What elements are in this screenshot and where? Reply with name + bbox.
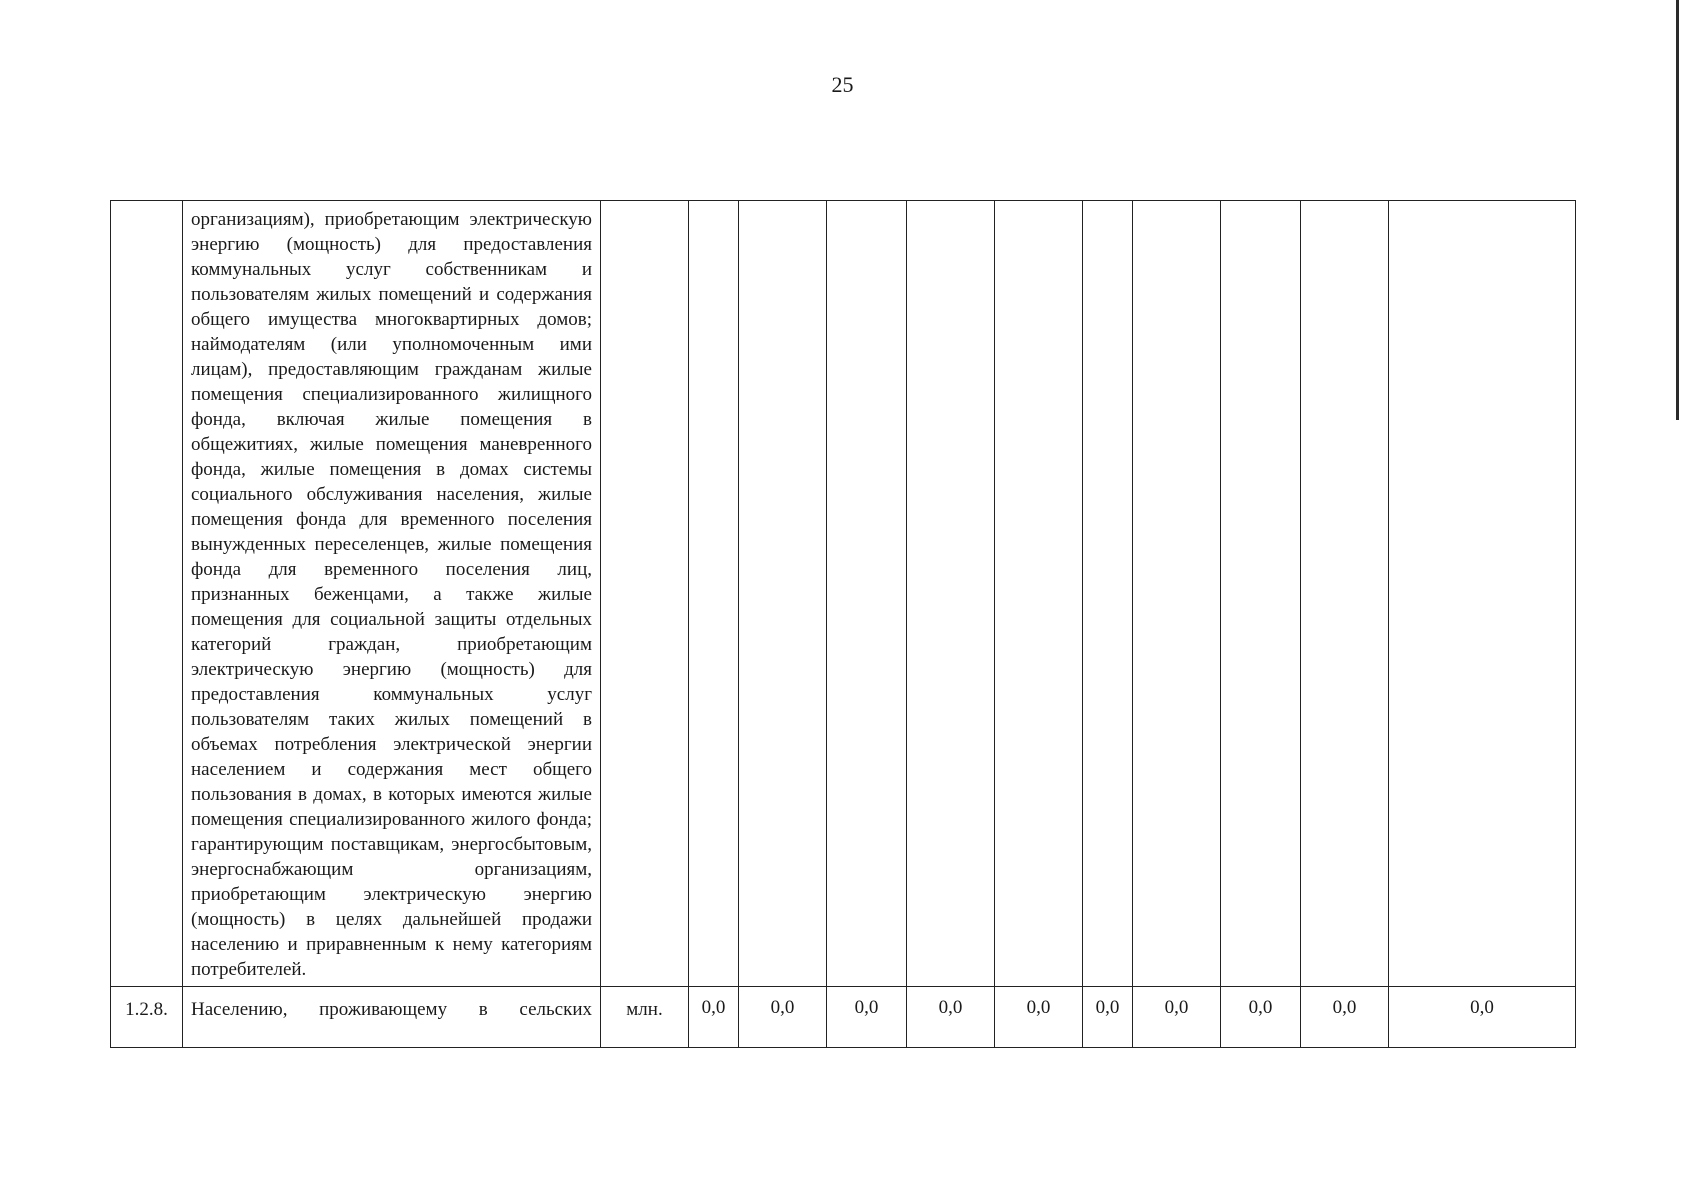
value-cell (907, 201, 995, 987)
description-paragraph: гарантирующим поставщикам, энергосбытовым, энергоснабжающим организациям, приобретающим электрическую энергию (мощность) в целях дальнейшей продажи населению и приравненным к нему категориям потребителей. (191, 834, 592, 980)
table-row-continuation (111, 201, 1576, 987)
value-cell: 0,0 (827, 987, 907, 1048)
unit-cell: млн. (601, 987, 689, 1048)
value-cell: 0,0 (995, 987, 1083, 1048)
table-row-1-2-8 (111, 987, 1576, 1048)
scan-edge-mark (1676, 0, 1679, 420)
row-number-cell: 1.2.8. (111, 987, 183, 1048)
value-cell (1133, 201, 1221, 987)
value-cell (689, 201, 739, 987)
value-cell (1221, 201, 1301, 987)
value-cell (995, 201, 1083, 987)
description-cell (183, 201, 601, 987)
value-cell: 0,0 (1083, 987, 1133, 1048)
unit-cell (601, 201, 689, 987)
value-cell (1083, 201, 1133, 987)
value-cell (827, 201, 907, 987)
tariff-table (110, 200, 1576, 1048)
description-paragraph: наймодателям (или уполномоченным ими лицам), предоставляющим гражданам жилые помещения специализированного жилищного фонда, включая жилые помещения в общежитиях, жилые помещения маневренного фонда, жилые помещения в домах системы социального обслуживания населения, жилые помещения фонда для временного поселения вынужденных переселенцев, жилые помещения фонда для временного поселения лиц, признанных беженцами, а также жилые помещения для социальной защиты отдельных категорий граждан, приобретающим электрическую энергию (мощность) для предоставления коммунальных услуг пользователям таких жилых помещений в объемах потребления электрической энергии населением и содержания мест общего пользования в домах, в которых имеются жилые помещения специализированного жилого фонда; (191, 334, 592, 830)
value-cell: 0,0 (689, 987, 739, 1048)
value-cell: 0,0 (907, 987, 995, 1048)
page-number: 25 (831, 72, 854, 97)
value-cell: 0,0 (1389, 987, 1576, 1048)
value-cell (739, 201, 827, 987)
value-cell: 0,0 (1133, 987, 1221, 1048)
value-cell (1389, 201, 1576, 987)
value-cell: 0,0 (739, 987, 827, 1048)
description-paragraph: организациям), приобретающим электрическую энергию (мощность) для предоставления коммунальных услуг собственникам и пользователям жилых помещений и содержания общего имущества многоквартирных домов; (191, 209, 592, 330)
value-cell (1301, 201, 1389, 987)
description-cell: Населению, проживающему в сельских (183, 987, 601, 1048)
row-number-cell (111, 201, 183, 987)
value-cell: 0,0 (1301, 987, 1389, 1048)
value-cell: 0,0 (1221, 987, 1301, 1048)
